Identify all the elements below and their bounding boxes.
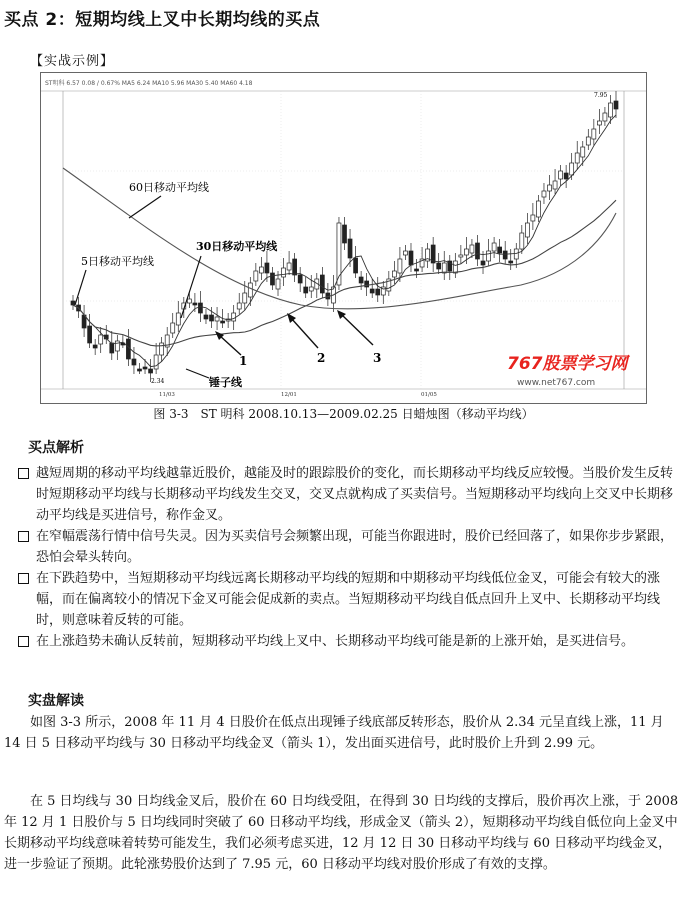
candle-body: [487, 251, 491, 261]
candle-body: [481, 261, 485, 265]
x-tick-3: 01/05: [421, 392, 437, 398]
chart-svg: [41, 73, 646, 403]
candle-body: [553, 181, 557, 189]
candle-body: [348, 239, 352, 258]
analysis-text: 越短周期的移动平均线越靠近股价，越能及时的跟踪股价的变化，而长期移动平均线反应较慢。当股价发生反转时短期移动平均线与长期移动平均线发生交叉，交叉点就构成了买卖信号。当短期移动平均线向上交叉中长期移动平均线是买进信号，称作金叉。: [36, 466, 674, 523]
candle-body: [592, 129, 596, 139]
candle-body: [575, 153, 579, 163]
candle-body: [570, 163, 574, 175]
checkbox-icon: [18, 636, 29, 647]
candle-body: [475, 243, 479, 259]
candle-body: [309, 287, 313, 291]
candle-body: [597, 121, 601, 125]
practice-paragraph-2: 在 5 日均线与 30 日均线金叉后，股价在 60 日均线受阻，在得到 30 日均线的支撑后，股价再次上涨，于 2008 年 12 月 1 日股价与 5 日均线同时突破了 60 日移动平均线，形成金叉（箭头 2），短期移动平均线自低位向上金叉中长期移动平均线意味着转势可能发生，我们必须考虑买进，12 月 12 日 30 日移动平均线与 60 日移动平均线金叉，进一步验证了预期。此轮涨势股价达到了 7.95 元，60 日移动平均线对股价形成了有效的支撑。: [4, 794, 679, 872]
candle-body: [564, 173, 568, 179]
candle-body: [343, 225, 347, 243]
candle-body: [392, 271, 396, 277]
candle-body: [542, 191, 546, 197]
candle-body: [154, 355, 158, 369]
candle-body: [276, 279, 280, 289]
candle-body: [536, 201, 540, 217]
practice-paragraph-1: 如图 3-3 所示，2008 年 11 月 4 日股价在低点出现锤子线底部反转形态，股价从 2.34 元呈直线上涨，11 月 14 日 5 日移动平均线与 30 日移动平均线金叉（箭头 1），发出面买进信号，此时股价上升到 2.99 元。: [4, 715, 664, 751]
candle-body: [453, 261, 457, 273]
candle-body: [99, 335, 103, 344]
candle-body: [442, 263, 446, 273]
candle-body: [520, 233, 524, 249]
candle-body: [143, 367, 147, 369]
candle-body: [254, 271, 258, 281]
candle-body: [365, 281, 369, 287]
arrow3-label: 3: [373, 351, 382, 365]
candle-body: [93, 345, 97, 348]
watermark-url: www.net767.com: [517, 378, 596, 388]
candle-body: [204, 315, 208, 319]
x-tick-1: 11/03: [159, 392, 175, 398]
candle-body: [171, 323, 175, 333]
analysis-heading: 买点解析: [28, 440, 84, 456]
candle-body: [137, 369, 141, 371]
candle-body: [110, 343, 114, 353]
hammer-label: 锤子线: [209, 376, 242, 389]
analysis-text: 在上涨趋势未确认反转前，短期移动平均线上叉中、长期移动平均线可能是新的上涨开始，是买进信号。: [36, 634, 635, 649]
practice-heading: 实盘解读: [28, 693, 84, 709]
candle-body: [210, 315, 214, 321]
analysis-item: [18, 568, 678, 631]
candle-body: [415, 269, 419, 271]
checkbox-icon: [18, 531, 29, 542]
analysis-item: [18, 526, 678, 568]
analysis-item: [18, 631, 678, 652]
candle-body: [503, 251, 507, 259]
candle-body: [198, 303, 202, 313]
candle-body: [221, 321, 225, 323]
candle-body: [270, 273, 274, 285]
candle-body: [320, 275, 324, 293]
analysis-text: 在窄幅震荡行情中信号失灵。因为买卖信号会频繁出现，可能当你跟进时，股价已经回落了，如果你步步紧跟，恐怕会晕头转向。: [36, 529, 674, 565]
candle-body: [232, 313, 236, 321]
page-title: 买点 2：短期均线上叉中长期均线的买点: [4, 10, 321, 30]
candle-body: [359, 277, 363, 283]
arrow2-label: 2: [317, 351, 326, 365]
candle-body: [531, 215, 535, 221]
candle-body: [459, 255, 463, 257]
candle-body: [287, 263, 291, 270]
candle-body: [132, 359, 136, 365]
candle-body: [126, 339, 130, 359]
watermark-brand: 767股票学习网: [507, 354, 628, 374]
candle-body: [409, 251, 413, 265]
candle-body: [509, 261, 513, 263]
candle-body: [581, 147, 585, 157]
chart-header-text: ST明科 6.57 0.08 / 0.67% MA5 6.24 MA10 5.96 MA30 5.40 MA60 4.18: [45, 80, 253, 87]
candle-body: [370, 289, 374, 293]
candle-body: [548, 185, 552, 191]
candle-body: [398, 259, 402, 273]
candle-body: [237, 303, 241, 309]
candle-body: [176, 313, 180, 325]
candle-body: [298, 275, 302, 283]
candle-body: [243, 293, 247, 303]
candle-body: [559, 171, 563, 179]
analysis-text: 在下跌趋势中，当短期移动平均线远离长期移动平均线的短期和中期移动平均线低位金叉，可能会有较大的涨幅，而在偏离较小的情况下金叉可能会促成新的卖点。当短期移动平均线自低点回升上叉中、长期移动平均线时，则意味着反转的可能。: [36, 571, 661, 628]
ma5-label: 5日移动平均线: [81, 255, 154, 268]
candle-body: [603, 113, 607, 121]
candle-body: [282, 268, 286, 277]
ma30-label: 30日移动平均线: [196, 240, 278, 253]
low-price-label: 2.34: [151, 378, 165, 385]
candle-body: [514, 249, 518, 259]
candle-body: [187, 299, 191, 303]
checkbox-icon: [18, 468, 29, 479]
arrow1-label: 1: [239, 354, 248, 368]
candle-body: [215, 317, 219, 321]
candle-body: [525, 223, 529, 237]
candle-body: [470, 245, 474, 253]
analysis-item: [18, 463, 678, 526]
x-tick-2: 12/01: [281, 392, 297, 398]
figure-caption: 图 3-3 ST 明科 2008.10.13—2009.02.25 日蜡烛图（移动平均线）: [153, 407, 534, 421]
candle-body: [265, 263, 269, 273]
analysis-list: [18, 463, 678, 652]
candle-body: [354, 258, 358, 273]
candle-body: [492, 243, 496, 251]
candle-body: [464, 249, 468, 255]
checkbox-icon: [18, 573, 29, 584]
candlestick-chart: [40, 72, 647, 404]
candle-body: [193, 303, 197, 305]
candle-body: [608, 103, 612, 117]
candle-body: [437, 263, 441, 269]
candle-body: [304, 287, 308, 293]
candle-body: [376, 289, 380, 295]
ma60-label: 60日移动平均线: [129, 181, 209, 194]
candle-body: [586, 137, 590, 145]
example-label: 【实战示例】: [30, 54, 115, 69]
candle-body: [88, 326, 92, 343]
candle-body: [71, 301, 75, 305]
candle-body: [293, 259, 297, 275]
candle-body: [498, 247, 502, 253]
candle-body: [248, 283, 252, 297]
candle-body: [149, 369, 153, 373]
candle-body: [160, 343, 164, 355]
candle-body: [614, 101, 618, 109]
candle-body: [403, 251, 407, 255]
high-price-label: 7.95: [594, 92, 608, 99]
candle-body: [259, 267, 263, 273]
